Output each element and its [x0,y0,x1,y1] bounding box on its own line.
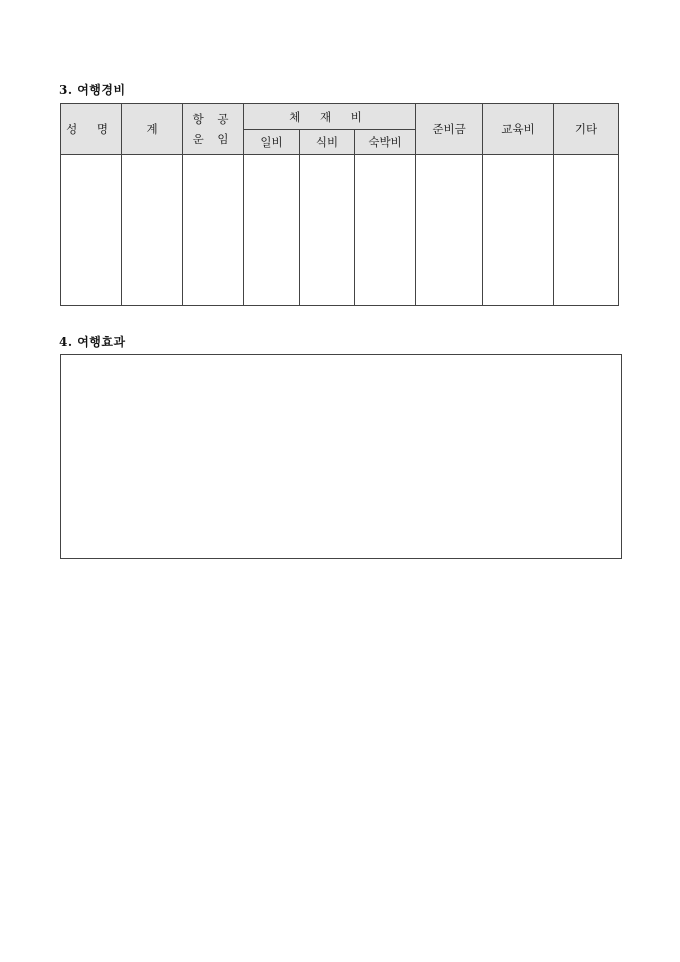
header-prep: 준비금 [416,104,483,155]
cell-prep[interactable] [416,155,483,306]
cell-daily[interactable] [244,155,300,306]
cell-meals[interactable] [300,155,355,306]
travel-effects-box[interactable] [60,354,622,559]
header-airfare-line2: 운 임 [192,132,234,146]
cell-airfare[interactable] [183,155,244,306]
header-airfare-line1: 항 공 [192,112,234,126]
expenses-section-title: 3. 여행경비 [59,83,126,97]
header-other: 기타 [554,104,619,155]
header-airfare [183,104,244,155]
header-stay-costs: 체 재 비 [244,104,416,130]
travel-expenses-table [60,103,619,306]
table-row [61,155,619,306]
cell-other[interactable] [554,155,619,306]
cell-name[interactable] [61,155,122,306]
header-meals: 식비 [300,130,355,155]
effects-section-title: 4. 여행효과 [59,335,126,349]
cell-education[interactable] [483,155,554,306]
header-total: 계 [122,104,183,155]
header-daily: 일비 [244,130,300,155]
cell-lodging[interactable] [355,155,416,306]
header-education: 교육비 [483,104,554,155]
cell-total[interactable] [122,155,183,306]
header-lodging: 숙박비 [355,130,416,155]
header-name: 성 명 [61,104,122,155]
